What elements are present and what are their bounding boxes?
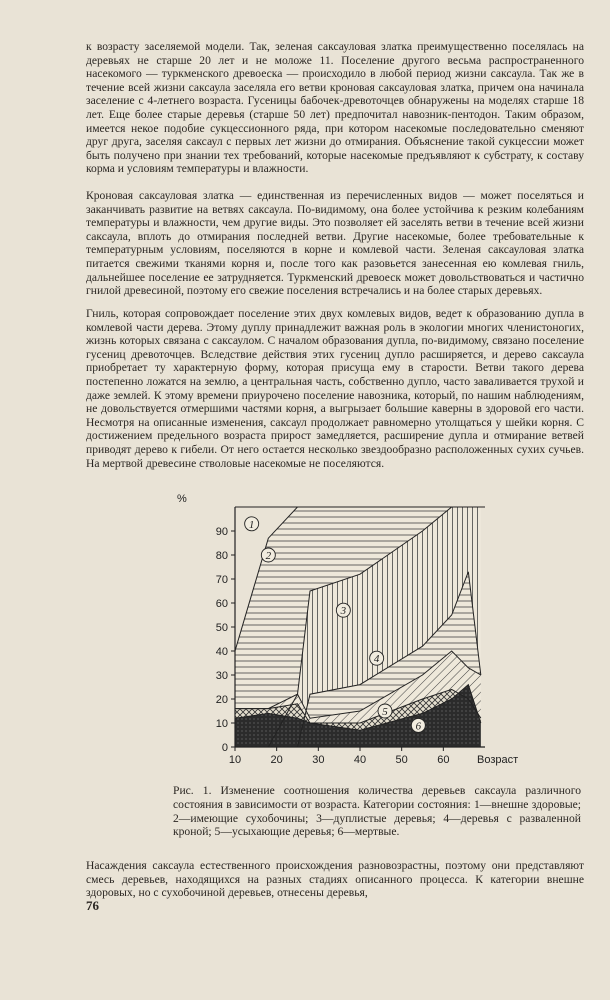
y-tick-label: 80 — [215, 550, 228, 562]
y-tick-label: 20 — [215, 694, 228, 706]
y-tick-label: 70 — [215, 574, 228, 586]
area-chart — [165, 490, 525, 775]
category-label-2: 2 — [265, 550, 272, 562]
category-label-4: 4 — [373, 653, 380, 666]
page-number: 76 — [86, 898, 99, 913]
y-axis-label: % — [177, 493, 187, 505]
x-tick-label: 50 — [395, 754, 408, 766]
category-label-3: 3 — [340, 605, 347, 618]
x-tick-label: 30 — [312, 754, 325, 766]
x-tick-label: 20 — [270, 754, 283, 766]
paragraph-2: Кроновая саксауловая златка — единственная из перечисленных видов — может поселяться и заканчивать развитие на ветвях саксаула. По-видимому, она более устойчива к резким колебаниям температуры и влажности, чем другие виды. Это позволяет ей заселять ветви в течение всей жизни саксаула, вплоть до отмирания последней ветви. Другие насекомые, более требовательные к температурным условиям, поселяются в корне и комлевой части. Зеленая саксауловая златка питается свежими тканями корня и, после того как разовьется занесенная ею комлевая гниль, дальнейшее поселение ее затрудняется. Туркменский древоеск может довольствоваться и частично гнилой древесиной, поэтому его свежие поселения встречались и на более старых деревьях. — [86, 189, 584, 298]
figure-age-state-chart — [165, 490, 525, 775]
x-tick-label: 10 — [228, 754, 242, 766]
paragraph-3: Гниль, которая сопровождает поселение этих двух комлевых видов, ведет к образованию дупла в комлевой части дерева. Этому дуплу принадлежит важная роль в экологии многих членистоногих, жизнь которых связана с саксаулом. С началом образования дупла, по-видимому, связано поселение гусениц древоточцев. Вследствие действия этих гусениц дупло расширяется, и дерево саксаула приобретает ту характерную форму, которая присуща ему в старости. Ветви такого дерева постепенно ложатся на землю, а центральная часть, собственно дупло, часто заваливается трухой и даже землей. К этому времени приурочено поселение навозника, который, по нашим наблюдениям, не довольствуется отмершими частями корня, а выгрызает большие каверны в здоровой его части. Несмотря на описанные изменения, саксаул продолжает равномерно утолщаться у шейки корня. С достижением предельного возраста прирост замедляется, расширение дупла и отмирание ветвей приводят дерево к гибели. От него остается несколько звездообразно расположенных сухих сучьев. На мертвой древесине стволовые насекомые не поселяются. — [86, 307, 584, 470]
x-axis-label: Возраст — [477, 754, 519, 766]
paragraph-4: Насаждения саксаула естественного происхождения разновозрастны, поэтому они представляют смесь деревьев, находящихся на разных стадиях описанного процесса. К категории внешне здоровых, но с сухобочиной деревьев, отнесены деревья, — [86, 859, 584, 900]
y-tick-label: 40 — [215, 646, 228, 658]
y-tick-label: 0 — [221, 742, 228, 754]
figure-caption: Рис. 1. Изменение соотношения количества деревьев саксаула различного состояния в зависимости от возраста. Категории состояния: 1—внешне здоровые; 2—имеющие сухобочины; 3—дуплистые деревья; 4—деревья с развaленной кроной; 5—усыхающие деревья; 6—мертвые. — [173, 784, 581, 839]
x-tick-label: 40 — [353, 754, 367, 766]
category-label-1: 1 — [248, 518, 255, 531]
x-tick-label: 60 — [437, 754, 450, 766]
category-label-6: 6 — [415, 720, 422, 733]
y-tick-label: 10 — [215, 718, 228, 730]
y-tick-label: 50 — [215, 622, 228, 634]
paragraph-1: к возрасту заселяемой модели. Так, зеленая саксауловая златка преимущественно поселялась на деревьях не старше 20 лет и не моложе 11. Поселение другого весьма распространенного насекомого — туркменского древоеска — происходило в любой период жизни саксаула. Так же в течение всей жизни саксаула заселяла его ветви кроновая саксауловая златка, причем она начинала заселение с 4-летнего возраста. Гусеницы бабочек-древоточцев обнаружены на моделях старше 18 лет. Еще более старые деревья (старше 50 лет) предпочитал навозник-пентодон. Таким образом, имеется некое подобие сукцессионного ряда, при котором насекомые последовательно сменяют друг друга, заселяя саксаул с первых лет жизни до отмирания. Объяснение такой сукцессии может быть получено при знании тех требований, которые насекомые предъявляют к субстрату, к составу корма и условиям температуры и влажности. — [86, 40, 584, 176]
y-tick-label: 60 — [215, 598, 228, 610]
category-label-5: 5 — [382, 706, 388, 718]
y-tick-label: 90 — [215, 526, 228, 538]
y-tick-label: 30 — [215, 670, 228, 682]
